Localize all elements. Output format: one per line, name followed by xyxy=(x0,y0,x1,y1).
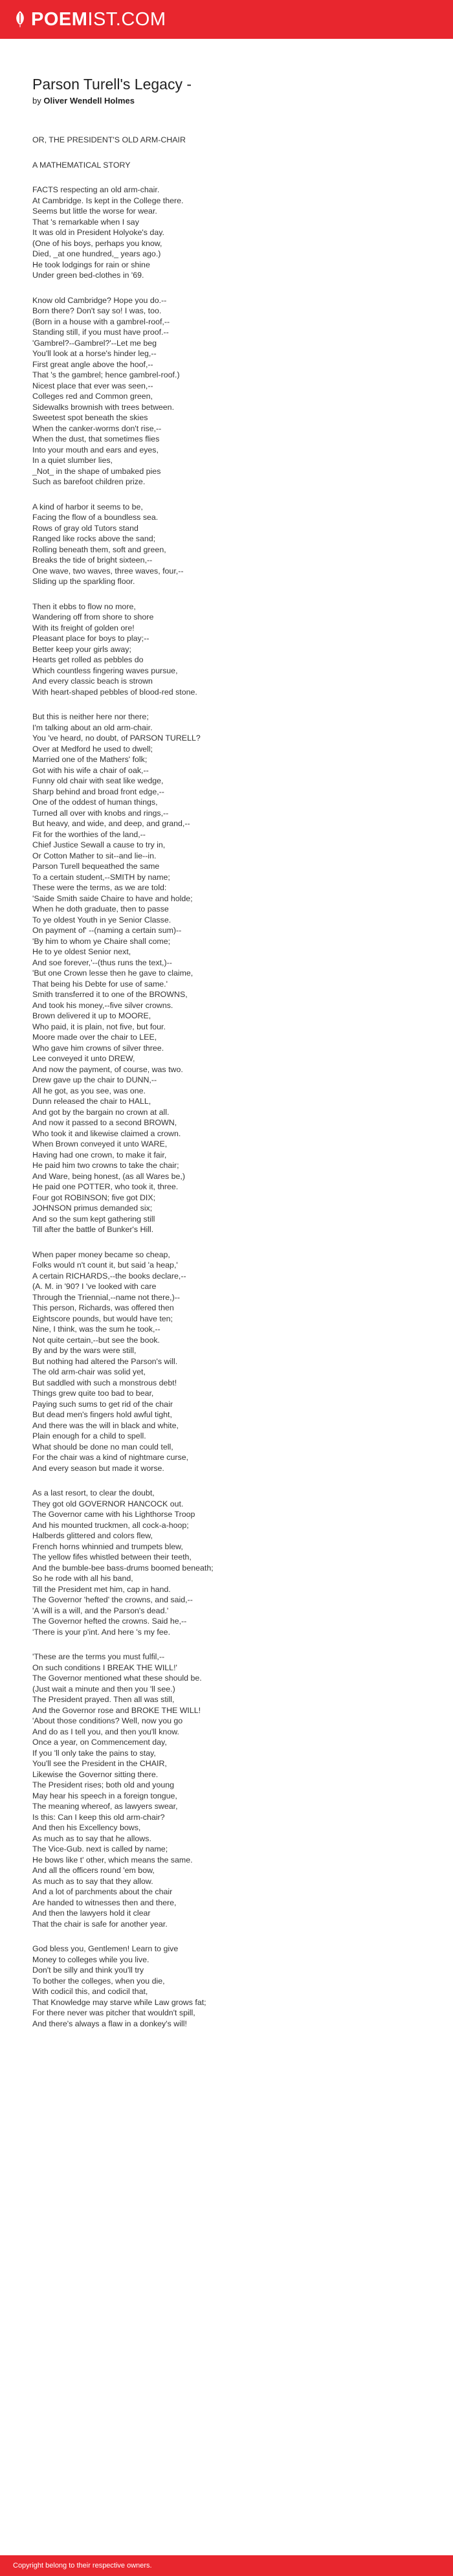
stanza xyxy=(32,601,421,698)
poem-line: He paid one POTTER, who took it, three. xyxy=(32,1182,179,1191)
poem-line: Who paid, it is plain, not five, but four. xyxy=(32,1022,166,1031)
stanza xyxy=(32,135,421,146)
poem-line: The Governor hefted the crowns. Said he,-- xyxy=(32,1617,187,1626)
poem-line: May hear his speech in a foreign tongue, xyxy=(32,1791,177,1800)
poem-line: Facing the flow of a boundless sea. xyxy=(32,513,159,522)
poem-line: A MATHEMATICAL STORY xyxy=(32,160,131,170)
poem-line: Born there? Don't say so! I was, too. xyxy=(32,306,162,315)
poem-line: Brown delivered it up to MOORE, xyxy=(32,1011,151,1020)
by-label: by xyxy=(32,96,41,106)
poem-line: Dunn released the chair to HALL, xyxy=(32,1097,151,1106)
poem-line: When Brown conveyed it unto WARE, xyxy=(32,1139,168,1148)
poem-line: So he rode with all his band, xyxy=(32,1574,133,1583)
poem-line: Till after the battle of Bunker's Hill. xyxy=(32,1225,154,1234)
poem-line: Not quite certain,--but see the book. xyxy=(32,1335,160,1345)
poem-line: Are handed to witnesses then and there, xyxy=(32,1898,177,1907)
poem-line: That Knowledge may starve while Law grows fat; xyxy=(32,1997,206,2007)
poem-line: Things grew quite too bad to bear, xyxy=(32,1389,154,1398)
poem-line: The old arm-chair was solid yet, xyxy=(32,1367,146,1376)
poem-line: When the canker-worms don't rise,-- xyxy=(32,423,162,433)
poem-line: And every season but made it worse. xyxy=(32,1463,164,1473)
poem-line: This person, Richards, was offered then xyxy=(32,1303,174,1312)
poem-line: Pleasant place for boys to play;-- xyxy=(32,634,149,643)
copyright-text: Copyright belong to their respective owners. xyxy=(13,2562,152,2570)
site-footer xyxy=(0,2555,453,2576)
poem-title: Parson Turell's Legacy - xyxy=(32,76,192,93)
poem-line: When he doth graduate, then to passe xyxy=(32,904,169,913)
poem-line: But this is neither here nor there; xyxy=(32,712,149,721)
poem-line: Don't be silly and think you'll try xyxy=(32,1966,144,1975)
poem-line: Funny old chair with seat like wedge, xyxy=(32,776,164,785)
poem-line: And there's always a flaw in a donkey's will! xyxy=(32,2019,187,2028)
poem-line: Smith transferred it to one of the BROWNS, xyxy=(32,990,188,999)
poem-line: The President rises; both old and young xyxy=(32,1780,175,1789)
poem-line: And Ware, being honest, (as all Wares be,) xyxy=(32,1171,185,1181)
poem-line: 'A will is a will, and the Parson's dead.' xyxy=(32,1606,169,1615)
poem-line: A certain RICHARDS,--the books declare,-- xyxy=(32,1271,186,1281)
poem-line: When paper money became so cheap, xyxy=(32,1249,170,1259)
poem-line: Eightscore pounds, but would have ten; xyxy=(32,1314,173,1323)
site-logo-text: POEMIST.COM xyxy=(31,9,166,30)
poem-line: For the chair was a kind of nightmare curse, xyxy=(32,1453,189,1462)
poem-line: Chief Justice Sewall a cause to try in, xyxy=(32,840,166,849)
stanza xyxy=(32,1488,421,1637)
poem-line: And soe forever,'--(thus runs the text,)-- xyxy=(32,958,172,967)
poem-line: (A. M. in '90? I 've looked with care xyxy=(32,1282,157,1291)
poem-line: Once a year, on Commencement day, xyxy=(32,1738,167,1747)
poem-line: Rows of gray old Tutors stand xyxy=(32,523,138,533)
poem-line: Got with his wife a chair of oak,-- xyxy=(32,765,149,775)
poem-line: Nine, I think, was the sum he took,-- xyxy=(32,1325,160,1334)
stanza xyxy=(32,502,421,587)
poem-line: Who took it and likewise claimed a crown. xyxy=(32,1128,181,1138)
poem-line: Likewise the Governor sitting there. xyxy=(32,1769,159,1779)
poem-line: With heart-shaped pebbles of blood-red stone. xyxy=(32,687,197,697)
poem-line: And now the payment, of course, was two. xyxy=(32,1064,183,1074)
poem-line: 'Saide Smith saide Chaire to have and holde; xyxy=(32,893,193,903)
poem-line: But nothing had altered the Parson's will. xyxy=(32,1356,178,1366)
poem-line: Seems but little the worse for wear. xyxy=(32,207,157,216)
poem-line: Wandering off from shore to shore xyxy=(32,612,154,622)
stanza xyxy=(32,160,421,171)
poem-line: One wave, two waves, three waves, four,-- xyxy=(32,566,184,576)
poem-line: Lee conveyed it unto DREW, xyxy=(32,1054,135,1063)
poem-line: Through the Triennial,--name not there,)-- xyxy=(32,1292,180,1302)
poem-line: And then his Excellency bows, xyxy=(32,1823,141,1832)
poem-line: Paying such sums to get rid of the chair xyxy=(32,1399,173,1409)
poem-line: Then it ebbs to flow no more, xyxy=(32,601,136,611)
poem-line: He took lodgings for rain or shine xyxy=(32,260,150,269)
poem-line: These were the terms, as we are told: xyxy=(32,883,167,892)
poem-line: Better keep your girls away; xyxy=(32,644,131,654)
poem-line: God bless you, Gentlemen! Learn to give xyxy=(32,1944,179,1953)
stanza xyxy=(32,1943,421,2029)
poem-line: The Vice-Gub. next is called by name; xyxy=(32,1844,168,1854)
poem-line: Know old Cambridge? Hope you do.-- xyxy=(32,295,167,305)
poem-line: He paid him two crowns to take the chair; xyxy=(32,1161,179,1170)
poem-content xyxy=(32,75,421,2043)
poem-line: 'But one Crown lesse then he gave to claime, xyxy=(32,969,193,978)
poem-line: Moore made over the chair to LEE, xyxy=(32,1033,157,1042)
poem-line: A kind of harbor it seems to be, xyxy=(32,502,143,511)
poem-line: Parson Turell bequeathed the same xyxy=(32,862,160,871)
poem-line: Having had one crown, to make it fair, xyxy=(32,1150,167,1159)
poem-line: But saddled with such a monstrous debt! xyxy=(32,1378,177,1387)
poem-line: Folks would n't count it, but said 'a heap,' xyxy=(32,1260,178,1270)
poem-line: (Born in a house with a gambrel-roof,-- xyxy=(32,317,170,326)
poem-line: The Governor 'hefted' the crowns, and said,-- xyxy=(32,1595,193,1604)
poem-line: 'Gambrel?--Gambrel?'--Let me beg xyxy=(32,338,157,348)
poem-line: 'About those conditions? Well, now you go xyxy=(32,1716,183,1725)
stanza xyxy=(32,1249,421,1474)
poem-line: But heavy, and wide, and deep, and grand,-- xyxy=(32,819,190,828)
poem-line: By and by the wars were still, xyxy=(32,1346,137,1355)
poem-line: FACTS respecting an old arm-chair. xyxy=(32,185,160,194)
site-logo[interactable] xyxy=(13,8,166,30)
poem-line: Or Cotton Mather to sit--and lie--in. xyxy=(32,851,157,860)
poem-line: Hearts get rolled as pebbles do xyxy=(32,655,144,664)
poem-line: And his mounted truckmen, all cock-a-hoop; xyxy=(32,1520,189,1530)
poem-line: And every classic beach is strown xyxy=(32,677,153,686)
poem-line: To a certain student,--SMITH by name; xyxy=(32,872,170,882)
poem-line: The Governor mentioned what these should be. xyxy=(32,1674,202,1683)
poem-line: Money to colleges while you live. xyxy=(32,1954,149,1964)
poem-line: With its freight of golden ore! xyxy=(32,623,135,633)
poem-line: And the bumble-bee bass-drums boomed beneath; xyxy=(32,1563,214,1573)
quill-pen-icon xyxy=(13,10,27,28)
author-link[interactable]: Oliver Wendell Holmes xyxy=(43,96,135,106)
poem-line: That 's remarkable when I say xyxy=(32,217,139,227)
stanza xyxy=(32,185,421,281)
poem-line: The Governor came with his Lighthorse Troop xyxy=(32,1510,195,1519)
poem-line: And now it passed to a second BROWN, xyxy=(32,1118,177,1127)
poem-line: Rolling beneath them, soft and green, xyxy=(32,544,166,554)
poem-line: Over at Medford he used to dwell; xyxy=(32,744,153,754)
poem-line: Four got ROBINSON; five got DIX; xyxy=(32,1193,156,1202)
poem-line: Under green bed-clothes in '69. xyxy=(32,271,144,280)
poem-line: At Cambridge. Is kept in the College there. xyxy=(32,196,184,205)
poem-line: They got old GOVERNOR HANCOCK out. xyxy=(32,1499,184,1508)
stanza xyxy=(32,711,421,1235)
poem-line: Into your mouth and ears and eyes, xyxy=(32,445,159,454)
poem-line: Standing still, if you must have proof.-- xyxy=(32,328,169,337)
poem-line: Till the President met him, cap in hand. xyxy=(32,1584,171,1594)
poem-line: Is this: Can I keep this old arm-chair? xyxy=(32,1812,165,1822)
poem-line: 'By him to whom ye Chaire shall come; xyxy=(32,936,171,946)
poem-line: JOHNSON primus demanded six; xyxy=(32,1204,153,1213)
stanza xyxy=(32,1652,421,1929)
poem-line: One of the oddest of human things, xyxy=(32,798,158,807)
poem-line: For there never was pitcher that wouldn't spill, xyxy=(32,2008,195,2017)
poem-line: 'There is your p'int. And here 's my fee. xyxy=(32,1627,171,1637)
poem-line: Sweetest spot beneath the skies xyxy=(32,413,148,422)
poem-line: All he got, as you see, was one. xyxy=(32,1086,146,1095)
poem-line: Colleges red and Common green, xyxy=(32,392,153,401)
poem-line: And do as I tell you, and then you'll know. xyxy=(32,1727,179,1736)
poem-line: Plain enough for a child to spell. xyxy=(32,1431,146,1440)
poem-line: (Just wait a minute and then you 'll see.) xyxy=(32,1684,175,1694)
poem-line: French horns whinnied and trumpets blew, xyxy=(32,1541,183,1551)
poem-line: What should be done no man could tell, xyxy=(32,1442,173,1451)
poem-line: He to ye oldest Senior next, xyxy=(32,947,131,956)
poem-line: In a quiet slumber lies, xyxy=(32,456,113,465)
poem-line: 'These are the terms you must fulfil,-- xyxy=(32,1652,165,1661)
poem-line: First great angle above the hoof,-- xyxy=(32,359,153,369)
poem-line: On such conditions I BREAK THE WILL!' xyxy=(32,1663,177,1672)
poem-line: It was old in President Holyoke's day. xyxy=(32,228,164,237)
poem-line: Which countless fingering waves pursue, xyxy=(32,666,178,675)
poem-line: And a lot of parchments about the chair xyxy=(32,1887,173,1896)
stanza xyxy=(32,295,421,487)
poem-line: You'll see the President in the CHAIR, xyxy=(32,1759,167,1768)
poem-line: To bother the colleges, when you die, xyxy=(32,1976,165,1986)
poem-line: And so the sum kept gathering still xyxy=(32,1214,155,1224)
poem-line: That the chair is safe for another year. xyxy=(32,1919,168,1929)
poem-line: And took his money,--five silver crowns. xyxy=(32,1000,173,1010)
poem-line: _Not_ in the shape of umbaked pies xyxy=(32,466,161,476)
poem-line: He bows like t' other, which means the same. xyxy=(32,1855,193,1865)
poem-line: That being his Debte for use of same.' xyxy=(32,979,168,989)
site-header xyxy=(0,0,453,39)
poem-line: Nicest place that ever was seen,-- xyxy=(32,381,153,390)
poem-line: Ranged like rocks above the sand; xyxy=(32,534,156,543)
poem-line: (One of his boys, perhaps you know, xyxy=(32,238,162,248)
poem-line: But dead men's fingers hold awful tight, xyxy=(32,1410,172,1419)
byline xyxy=(32,95,421,106)
poem-line: As much as to say that they allow. xyxy=(32,1876,153,1886)
poem-line: And then the lawyers hold it clear xyxy=(32,1909,151,1918)
poem-line: OR, THE PRESIDENT'S OLD ARM-CHAIR xyxy=(32,135,186,144)
poem-line: That 's the gambrel; hence gambrel-roof.) xyxy=(32,370,180,379)
poem-line: Sidewalks brownish with trees between. xyxy=(32,402,175,412)
poem-line: On payment of' --(naming a certain sum)-- xyxy=(32,926,182,935)
poem-line: The yellow fifes whistled between their teeth, xyxy=(32,1552,192,1562)
poem-line: You 've heard, no doubt, of PARSON TURELL? xyxy=(32,734,201,743)
poem-line: When the dust, that sometimes flies xyxy=(32,434,160,443)
poem-line: With codicil this, and codicil that, xyxy=(32,1987,148,1996)
poem-line: Breaks the tide of bright sixteen,-- xyxy=(32,555,153,565)
poem-line: Fit for the worthies of the land,-- xyxy=(32,829,146,839)
poem-line: If you 'll only take the pains to stay, xyxy=(32,1748,156,1758)
poem-line: The President prayed. Then all was still, xyxy=(32,1695,175,1704)
poem-line: You'll look at a horse's hinder leg,-- xyxy=(32,349,157,358)
poem-line: Married one of the Mathers' folk; xyxy=(32,755,148,764)
poem-line: As much as to say that he allows. xyxy=(32,1833,151,1843)
poem-line: Sliding up the sparkling floor. xyxy=(32,577,135,586)
poem-line: Who gave him crowns of silver three. xyxy=(32,1043,164,1053)
poem-line: I'm talking about an old arm-chair. xyxy=(32,722,153,732)
poem-line: To ye oldest Youth in ye Senior Classe. xyxy=(32,915,171,924)
poem-line: And got by the bargain no crown at all. xyxy=(32,1107,170,1117)
poem-line: And there was the will in black and white, xyxy=(32,1420,179,1430)
poem-line: Sharp behind and broad front edge,-- xyxy=(32,787,164,796)
poem-line: Drew gave up the chair to DUNN,-- xyxy=(32,1075,157,1084)
poem-body xyxy=(32,135,421,2029)
poem-line: Halberds glittered and colors flew, xyxy=(32,1531,153,1540)
poem-line: Turned all over with knobs and rings,-- xyxy=(32,808,169,818)
poem-line: The meaning whereof, as lawyers swear, xyxy=(32,1802,178,1811)
poem-line: Such as barefoot children prize. xyxy=(32,477,146,486)
poem-line: Died, _at one hundred,_ years ago.) xyxy=(32,249,161,258)
poem-line: And the Governor rose and BROKE THE WILL! xyxy=(32,1705,201,1715)
poem-line: And all the officers round 'em bow, xyxy=(32,1866,155,1875)
poem-line: As a last resort, to clear the doubt, xyxy=(32,1488,155,1497)
